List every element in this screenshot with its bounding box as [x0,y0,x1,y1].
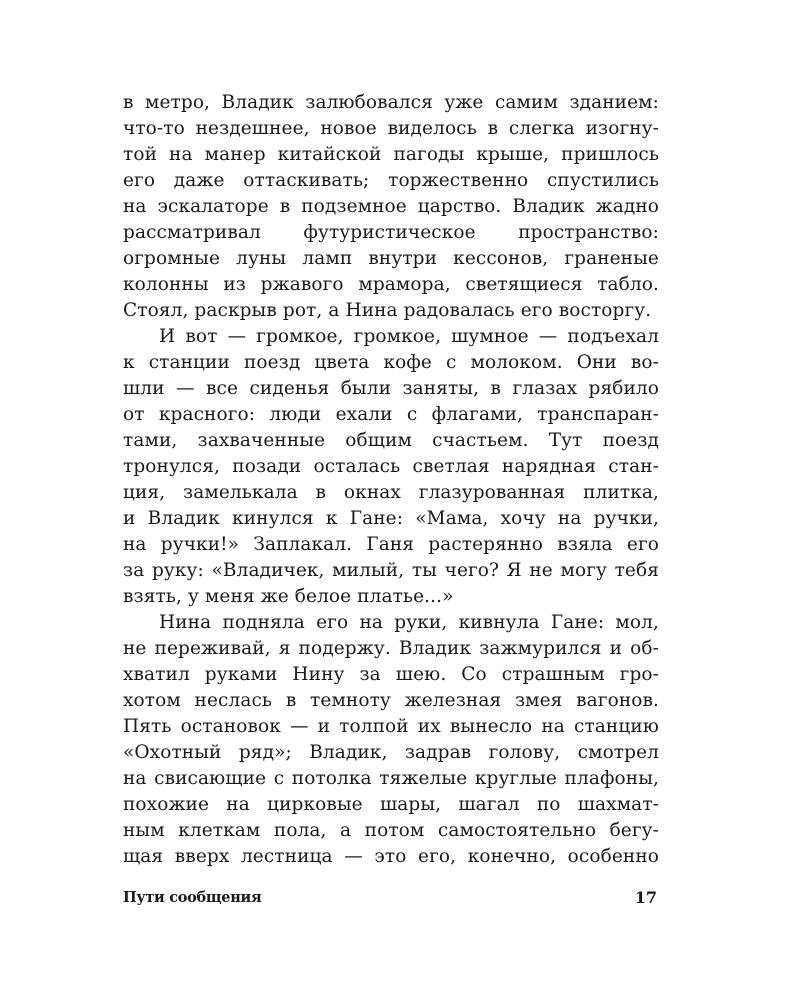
text-line: от красного: люди ехали с флагами, транспаран- [123,404,659,425]
text-line: рассматривал футуристическое пространство: [123,222,659,243]
text-line: на свисающие с потолка тяжелые круглые плафоны, [123,768,659,789]
text-line: в метро, Владик залюбовался уже самим зданием: [123,92,659,113]
text-line: за руку: «Владичек, милый, ты чего? Я не могу тебя [123,560,659,581]
text-line: и Владик кинулся к Гане: «Мама, хочу на ручки, [123,508,659,529]
text-line: огромные луны ламп внутри кессонов, граненые [123,248,659,269]
text-line: к станции поезд цвета кофе с молоком. Они во- [123,352,659,373]
paragraph-start-line: Нина подняла его на руки, кивнула Гане: мол, [159,612,659,633]
text-line: щая вверх лестница — это его, конечно, особенно [123,846,659,867]
running-title: Пути сообщения [123,889,262,906]
text-line: Стоял, раскрыв рот, а Нина радовалась его восторгу. [123,300,652,321]
text-line: ция, замелькала в окнах глазурованная плитка, [123,482,659,503]
text-line: не переживай, я подержу. Владик зажмурился и об- [123,638,659,659]
text-line: шли — все сиденья были заняты, в глазах рябило [123,378,659,399]
text-line: на ручки!» Заплакал. Ганя растерянно взяла его [123,534,659,555]
text-line: хватил руками Нину за шею. Со страшным гро- [123,664,659,685]
page-number: 17 [634,888,657,907]
page-footer [123,886,659,910]
text-line: ным клеткам пола, а потом самостоятельно бегу- [123,820,659,841]
text-line: похожие на цирковые шары, шагал по шахмат- [123,794,659,815]
text-line: на эскалаторе в подземное царство. Владик жадно [123,196,659,217]
text-line: той на манер китайской пагоды крыше, пришлось [123,144,659,165]
text-line: Пять остановок — и толпой их вынесло на станцию [123,716,659,737]
paragraph-start-line: И вот — громкое, громкое, шумное — подъехал [159,326,659,347]
text-line: «Охотный ряд»; Владик, задрав голову, смотрел [123,742,659,763]
text-line: его даже оттаскивать; торжественно спустились [123,170,659,191]
text-line: что-то нездешнее, новое виделось в слегка изогну- [123,118,659,139]
text-line: хотом неслась в темноту железная змея вагонов. [123,690,659,711]
text-line: тронулся, позади осталась светлая нарядная стан- [123,456,659,477]
text-line: взять, у меня же белое платье...» [123,586,454,607]
text-line: тами, захваченные общим счастьем. Тут поезд [123,430,659,451]
body-text [123,90,659,870]
text-line: колонны из ржавого мрамора, светящиеся табло. [123,274,659,295]
